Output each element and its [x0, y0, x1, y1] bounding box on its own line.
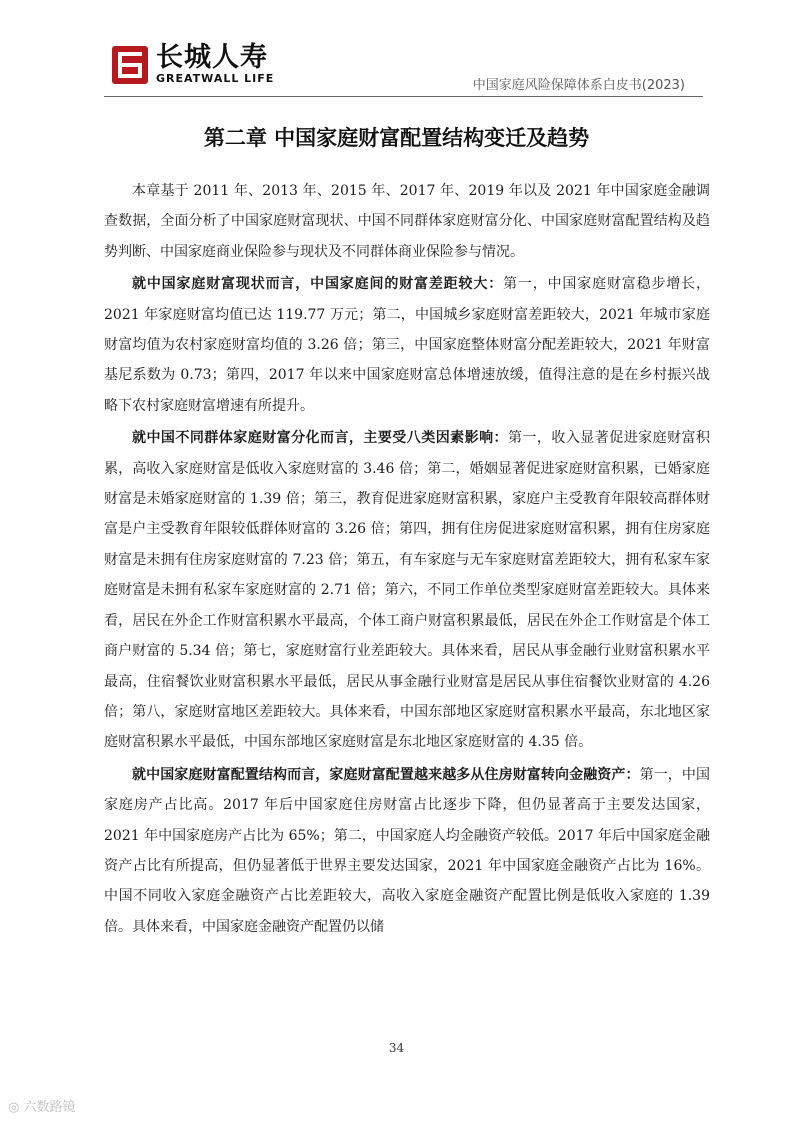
- watermark-text: 六数路镜: [23, 1100, 76, 1115]
- company-logo: [112, 44, 274, 85]
- body-text: [104, 176, 710, 942]
- paragraph-lead: 就中国家庭财富配置结构而言，家庭财富配置越来越多从住房财富转向金融资产：: [132, 766, 640, 783]
- paragraph-lead: 就中国不同群体家庭财富分化而言，主要受八类因素影响：: [132, 430, 508, 447]
- watermark-icon: ◎: [8, 1100, 20, 1115]
- greatwall-logo-icon: [112, 46, 148, 84]
- watermark: [8, 1096, 76, 1115]
- header-divider: [104, 96, 703, 97]
- paragraph: [104, 176, 710, 267]
- page-header: [0, 0, 793, 100]
- chapter-title: 第二章 中国家庭财富配置结构变迁及趋势: [203, 126, 590, 150]
- paragraph-text: 本章基于 2011 年、2013 年、2015 年、2017 年、2019 年以及 2021 年中国家庭金融调查数据，全面分析了中国家庭财富现状、中国不同群体家庭财富分化、中国家庭财富配置结构及趋势判断、中国家庭商业保险参与现状及不同群体商业保险参与情况。: [104, 183, 710, 260]
- paragraph-text: 第一，收入显著促进家庭财富积累，高收入家庭财富是低收入家庭财富的 3.46 倍；第二，婚姻显著促进家庭财富积累，已婚家庭财富是未婚家庭财富的 1.39 倍；第三，教育促进家庭财富积累，家庭户主受教育年限较高群体财富是户主受教育年限较低群体财富的 3.26 倍；第四，拥有住房促进家庭财富积累，拥有住房家庭财富是未拥有住房家庭财富的 7.23 倍；第五，有车家庭与无车家庭财富差距较大，拥有私家车家庭财富是未拥有私家车家庭财富的 2.71 倍；第六，不同工作单位类型家庭财富差距较大。具体来看，居民在外企工作财富积累水平最高，个体工商户财富积累最低，居民在外企工作财富是个体工商户财富的 5.34 倍；第七，家庭财富行业差距较大。具体来看，居民从事金融行业财富积累水平最高，住宿餐饮业财富积累水平最低，居民从事金融行业财富是居民从事住宿餐饮业财富的 4.26 倍；第八，家庭财富地区差距较大。具体来看，中国东部地区家庭财富积累水平最高，东北地区家庭财富积累水平最低，中国东部地区家庭财富是东北地区家庭财富的 4.35 倍。: [104, 430, 710, 751]
- logo-english-name: GREATWALL LIFE: [156, 72, 275, 85]
- logo-chinese-name: 长城人寿: [156, 42, 268, 73]
- paragraph-text: 第一，中国家庭房产占比高。2017 年后中国家庭住房财富占比逐步下降，但仍显著高于主要发达国家，2021 年中国家庭房产占比为 65%；第二，中国家庭人均金融资产较低。2017 年后中国家庭金融资产占比有所提高，但仍显著低于世界主要发达国家，2021 年中国家庭金融资产占比为 16%。中国不同收入家庭金融资产占比差距较大，高收入家庭金融资产配置比例是低收入家庭的 1.39 倍。具体来看，中国家庭金融资产配置仍以储: [104, 766, 711, 935]
- running-title: 中国家庭风险保障体系白皮书(2023): [472, 78, 685, 93]
- page-number: 34: [388, 1041, 405, 1055]
- paragraph: [104, 269, 710, 421]
- paragraph: [104, 760, 710, 942]
- paragraph-lead: 就中国家庭财富现状而言，中国家庭间的财富差距较大：: [132, 276, 504, 293]
- paragraph-text: 第一，中国家庭财富稳步增长，2021 年家庭财富均值已达 119.77 万元；第二，中国城乡家庭财富差距较大，2021 年城市家庭财富均值为农村家庭财富均值的 3.26 倍；第三，中国家庭整体财富分配差距较大，2021 年财富基尼系数为 0.73；第四，2017 年以来中国家庭财富总体增速放缓，值得注意的是在乡村振兴战略下农村家庭财富增速有所提升。: [104, 276, 711, 414]
- paragraph: [104, 423, 710, 757]
